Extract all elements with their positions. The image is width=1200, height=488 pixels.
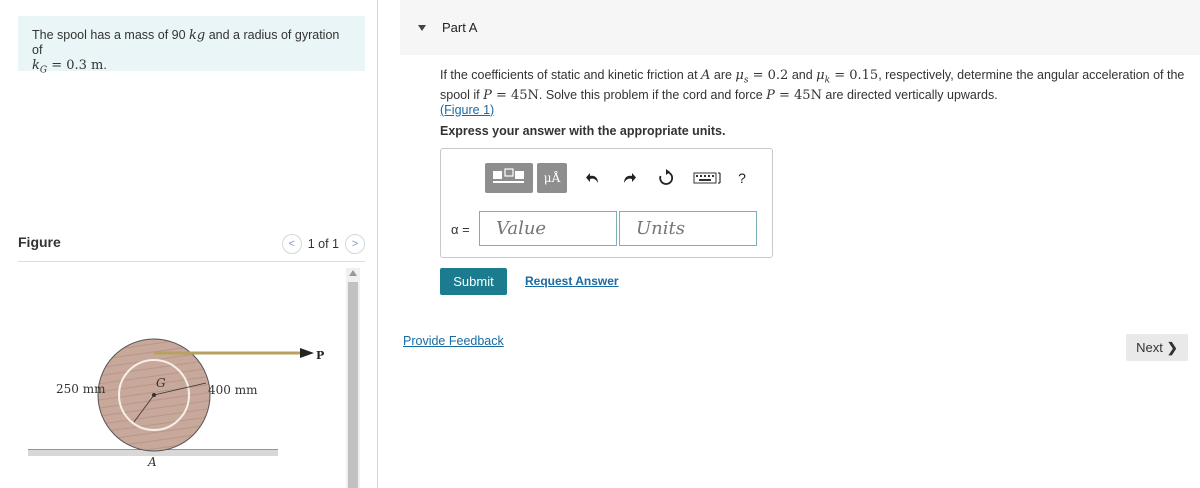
figure-link[interactable]: (Figure 1) <box>440 102 495 117</box>
request-answer-link[interactable]: Request Answer <box>525 274 619 288</box>
prev-figure-button[interactable]: < <box>282 234 302 254</box>
intro-unit: kg <box>189 28 206 43</box>
question-text-3: , respectively, determine the angular acceleration of the spool if <box>440 68 1185 102</box>
intro-text-2: and a radius of gyration of <box>32 28 340 57</box>
mu-k-value: = 0.15 <box>830 68 879 83</box>
reset-icon[interactable] <box>653 165 679 191</box>
label-P: P <box>316 349 325 362</box>
label-400mm: 400 mm <box>208 383 258 397</box>
alpha-label: α = <box>451 222 470 237</box>
question-text-1: If the coefficients of static and kinetic friction at <box>440 68 702 82</box>
undo-icon[interactable] <box>581 165 607 191</box>
provide-feedback-link[interactable]: Provide Feedback <box>403 334 504 348</box>
intro-text-1: The spool has a mass of 90 <box>32 28 190 42</box>
intro-math-value: = 0.3 m <box>47 58 104 73</box>
templates-icon <box>489 167 529 189</box>
figure-scrollbar[interactable] <box>346 268 360 488</box>
spool-figure <box>18 270 348 488</box>
question-text-2: are <box>710 68 736 82</box>
next-button[interactable] <box>1126 334 1188 361</box>
mu-s-symbol: μ <box>735 68 744 83</box>
units-button[interactable]: μÅ <box>537 163 567 193</box>
scroll-thumb[interactable] <box>348 282 358 488</box>
question-text-5: are directed vertically upwards. <box>821 87 998 102</box>
center-point <box>152 393 156 397</box>
next-figure-button[interactable]: > <box>345 234 365 254</box>
question-var-A: A <box>701 68 711 83</box>
question-and: and <box>788 68 817 82</box>
figure-title: Figure <box>18 234 61 250</box>
mu-s-value: = 0.2 <box>748 68 789 83</box>
help-button[interactable]: ? <box>738 170 746 186</box>
figure-pager <box>282 234 365 254</box>
chevron-right-icon: ❯ <box>1166 339 1178 355</box>
templates-button[interactable] <box>485 163 533 193</box>
question-text <box>440 68 1190 117</box>
intro-math-sub: G <box>39 65 48 76</box>
next-label: Next <box>1136 340 1163 355</box>
answer-instruction: Express your answer with the appropriate units. <box>440 124 726 138</box>
scroll-up-arrow-icon[interactable] <box>349 270 357 276</box>
problem-statement <box>18 16 365 76</box>
figure-page-indicator: 1 of 1 <box>307 237 339 251</box>
redo-icon[interactable] <box>615 165 641 191</box>
figure-header <box>18 234 365 262</box>
value-input[interactable] <box>479 211 617 246</box>
force-P-symbol-2: P <box>766 87 775 103</box>
mu-k-symbol: μ <box>816 68 825 83</box>
question-text-4: . Solve this problem if the cord and force <box>538 87 767 102</box>
answer-box <box>440 148 773 258</box>
force-P-symbol: P <box>483 87 492 103</box>
label-G: G <box>156 376 166 390</box>
problem-panel <box>0 0 378 488</box>
part-a-header[interactable] <box>400 0 1200 55</box>
mu-k-sub: k <box>824 75 831 86</box>
mu-s-sub: s <box>743 75 749 86</box>
force-arrow <box>300 348 314 358</box>
intro-period: . <box>103 58 107 72</box>
keyboard-icon[interactable] <box>691 165 727 191</box>
collapse-caret-icon[interactable] <box>418 25 426 31</box>
force-P-value: = 45N <box>491 87 539 103</box>
part-title: Part A <box>442 20 478 35</box>
label-250mm: 250 mm <box>56 382 106 396</box>
label-A: A <box>148 455 157 469</box>
submit-button[interactable]: Submit <box>440 268 507 295</box>
units-input[interactable] <box>619 211 757 246</box>
force-P-value-2: = 45N <box>774 87 822 103</box>
intro-math-k: k <box>32 58 40 73</box>
